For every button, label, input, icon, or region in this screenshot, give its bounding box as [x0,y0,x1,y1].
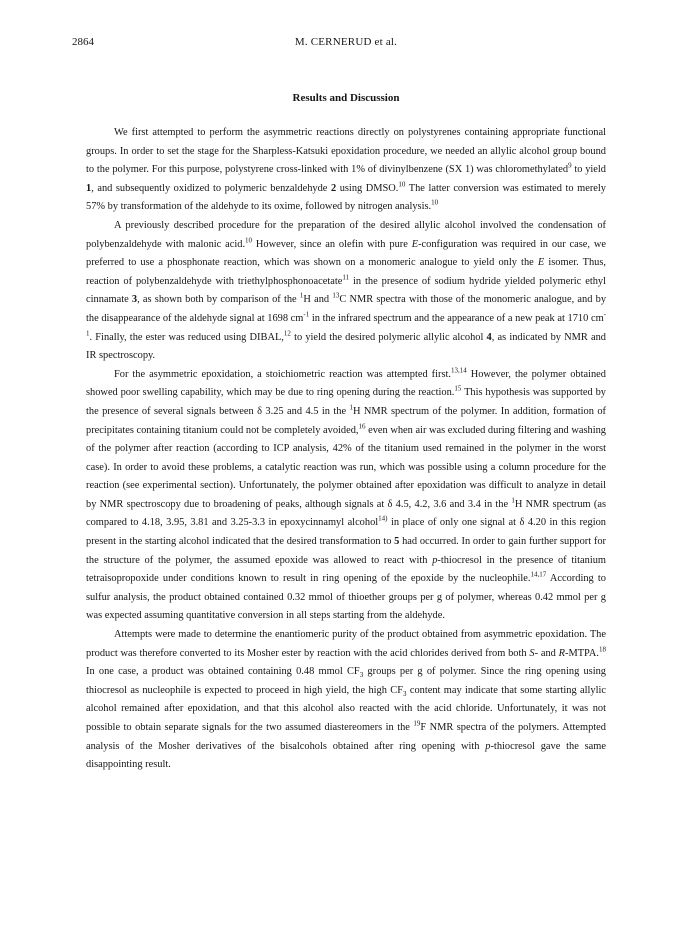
text-run: isomer. Thus, reaction of polybenzaldehyde with triethylphosphonoacetate [86,257,606,287]
text-run: in the infrared spectrum and the appearance of a new peak at 1710 cm [309,312,604,324]
text-run: H NMR spectrum (as compared to 4.18, 3.95, 3.81 and 3.25-3.3 in epoxycinnamyl alcohol [86,498,606,529]
reference-superscript: 1 [299,291,304,300]
running-head: M. CERNERUD et al. [294,36,398,48]
text-run: However, the polymer obtained showed poor swelling capability, which may be due to ring opening during the reaction. [86,368,606,399]
text-run: in the presence of sodium hydride yielded polymeric ethyl cinnamate [86,275,606,306]
reference-superscript: -1 [86,310,606,338]
text-run: groups per g of polymer. Since the ring opening using thiocresol as nucleophile is expected to proceed in high yield, the high CF [86,666,606,696]
text-run: using DMSO. [336,182,399,194]
compound-number: 5 [394,536,400,548]
paragraph [86,124,606,217]
text-run: H NMR spectrum of the polymer. In addition, formation of precipitates containing titanium could not be completely avoided, [86,405,606,436]
text-run: -thiocresol in the presence of titanium tetraisopropoxide under conditions known to result in ring opening of the epoxide by the nucleophile. [86,554,607,585]
reference-superscript: 12 [283,329,291,338]
page-number: 2864 [72,36,94,48]
text-run: A previously described procedure for the preparation of the desired allylic alcohol involved the condensation of polybenzaldehyde with malonic acid. [86,219,606,250]
text-run: had occurred. In order to gain further support for the structure of the polymer, the assumed epoxide was allowed to react with [86,536,606,566]
text-run: For the asymmetric epoxidation, a stoichiometric reaction was attempted first. [114,368,451,380]
reference-superscript: 14,17 [530,570,547,579]
reference-superscript: 1 [511,496,515,505]
compound-number: 3 [131,294,138,306]
text-run: , as indicated by NMR and IR spectroscopy. [86,331,607,362]
reference-superscript: 19 [413,719,421,728]
text-run: According to sulfur analysis, the product obtained contained 0.32 mmol of thioether groups per g of polymer, whereas 0.42 mmol per g was expected assuming quantitative conversion in all steps starting from the aldehyde. [86,573,606,622]
text-run: H and [303,294,333,306]
compound-number: 1 [86,182,92,194]
italic-text: E [411,238,419,250]
italic-text: p [485,740,491,752]
text-run: In one case, a product was obtained containing 0.48 mmol CF [86,666,360,678]
reference-superscript: 14) [378,515,388,523]
text-run: Attempts were made to determine the enantiomeric purity of the product obtained from asymmetric epoxidation. The product was therefore converted to its Mosher ester by reaction with the acid chlorides derived from both [86,629,606,659]
text-run: The latter conversion was estimated to merely 57% by transformation of the aldehyde to its oxime, followed by nitrogen analysis. [86,182,606,213]
italic-text: R [558,647,566,659]
text-run: , and subsequently oxidized to polymeric benzaldehyde [91,182,331,194]
compound-number: 4 [486,331,492,343]
reference-superscript: 10 [398,180,406,189]
reference-superscript: 9 [568,161,572,170]
italic-text: p [432,554,438,566]
reference-superscript: 10 [431,198,439,207]
reference-superscript: 1 [349,403,353,412]
text-run: even when air was excluded during filtering and washing of the polymer after reaction (according to ICP analysis, 42% of the titanium used remained in the polymer in the worst case). In order to avoid these problems, a catalytic reaction was run, which was possible using a column procedure for the reaction (see experimental section). Unfortunately, the polymer obtained after epoxidation was difficult to analyze in detail by NMR spectroscopy due to broadening of peaks, although signals at δ 4.5, 4.2, 3.6 and 3.4 in the [86,424,606,510]
text-run: - and [534,647,559,659]
subscript: 3 [402,689,407,698]
text-run: to yield [571,164,606,176]
text-run: This hypothesis was supported by the presence of several signals between δ 3.25 and 4.5 in the [86,387,606,417]
text-run: . Finally, the ester was reduced using DIBAL, [89,331,284,343]
text-run: We first attempted to perform the asymmetric reactions directly on polystyrenes containing appropriate functional groups. In order to set the stage for the Sharpless-Katsuki epoxidation procedure, we needed an allylic alcohol group bound to the polymer. For this purpose, polystyrene cross-linked with 1% of divinylbenzene (SX 1) was chloromethylated [86,127,606,176]
text-run: to yield the desired polymeric allylic alcohol [290,331,487,343]
text-run: C NMR spectra with those of the monomeric analogue, and by the disappearance of the aldehyde signal at 1698 cm [86,294,607,324]
reference-superscript: 15 [454,384,462,393]
reference-superscript: 16 [358,422,366,431]
reference-superscript: 13 [332,291,340,300]
paragraph [86,217,606,366]
text-run: -thiocresol gave the same disappointing result. [86,740,606,771]
reference-superscript: 11 [342,273,350,282]
italic-text: S [529,647,535,659]
paragraph [86,626,606,775]
text-run: content may indicate that some starting allylic alcohol remained after epoxidation, and that this alcohol also reacted with the acid chloride. Unfortunately, it was not possible to obtain separate signals for the two assumed diastereomers in the [86,684,606,733]
text-run: F NMR spectra of the polymers. Attempted analysis of the Mosher derivatives of the bisalcohols obtained after ring opening with [86,722,606,752]
reference-superscript: 10 [245,236,253,245]
reference-superscript: -1 [303,310,310,319]
text-run: , as shown both by comparison of the [137,294,300,306]
subscript: 3 [359,671,364,680]
compound-number: 2 [330,182,337,194]
text-run: -configuration was required in our case, we preferred to use a phosphonate reaction, which was shown on a monomeric analogue to yield only the [86,238,606,269]
body-text [86,124,606,775]
section-title: Results and Discussion [292,92,400,104]
text-run: -MTPA. [565,647,599,659]
text-run: in place of only one signal at δ 4.20 in this region present in the starting alcohol indicated that the desired transformation to [86,517,607,548]
italic-text: E [537,257,545,269]
reference-superscript: 13,14 [450,366,467,375]
reference-superscript: 18 [599,645,606,654]
paragraph [86,366,606,626]
text-run: However, since an olefin with pure [252,238,412,250]
page-header [72,36,620,52]
